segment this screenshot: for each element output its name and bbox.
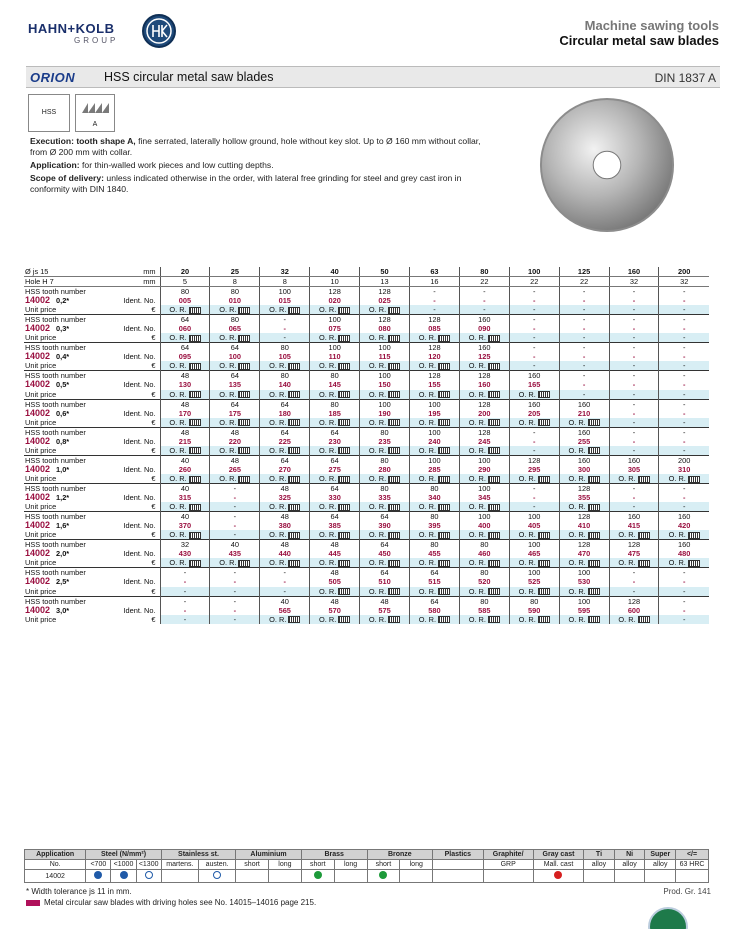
suitable-dot-icon — [379, 871, 387, 879]
footnote-driving-holes: Metal circular saw blades with driving holes see No. 14015–14016 page 215. — [26, 898, 316, 907]
unit-price: O. R. — [219, 473, 237, 483]
table-row: Unit price € O. R. O. R. O. R. O. R. O. R. O. R. O. R. O. R. O. R. O. R. O. R. — [24, 558, 709, 568]
unit-price: O. R. — [568, 502, 586, 512]
category-title: Machine sawing tools — [584, 18, 719, 33]
unit-price: O. R. — [169, 305, 187, 315]
price-code-icon — [388, 560, 400, 567]
table-row: Unit price € O. R. O. R. O. R. O. R. O. R. O. R. O. R. O. R. O. R. O. R. O. R. — [24, 474, 709, 484]
price-code-icon — [338, 335, 350, 342]
price-code-icon — [588, 532, 600, 539]
suitable-dot-icon — [120, 871, 128, 879]
price-code-icon — [338, 419, 350, 426]
price-code-icon — [488, 532, 500, 539]
unit-price: O. R. — [368, 586, 387, 596]
price-code-icon — [538, 532, 550, 539]
table-row: 14002 0,8* Ident. No. 215 220 225 230 235 240 245 - 255 - - — [24, 437, 709, 446]
price-code-icon — [688, 476, 700, 483]
price-code-icon — [238, 419, 250, 426]
price-code-icon — [288, 419, 300, 426]
unit-price: O. R. — [418, 417, 437, 427]
unit-price: O. R. — [568, 445, 586, 455]
price-code-icon — [388, 532, 400, 539]
unit-price: O. R. — [169, 445, 187, 455]
unit-price: O. R. — [269, 502, 287, 512]
unit-price: O. R. — [368, 305, 387, 315]
unit-price: O. R. — [219, 361, 237, 371]
price-code-icon — [588, 560, 600, 567]
table-row: 14002 0,6* Ident. No. 170 175 180 185 190 195 200 205 210 - - — [24, 409, 709, 418]
table-row: HSS tooth number 48 64 80 80 100 128 128 160 - - - — [24, 371, 709, 381]
table-row: HSS tooth number 40 - 48 64 64 80 100 100 128 160 160 — [24, 512, 709, 522]
unit-price: O. R. — [518, 558, 536, 568]
table-row: Unit price € O. R. O. R. O. R. O. R. O. R. O. R. O. R. - O. R. - - — [24, 446, 709, 456]
table-row: HSS tooth number 64 80 - 100 128 128 160 - - - - — [24, 315, 709, 325]
price-code-icon — [588, 476, 600, 483]
price-code-icon — [338, 588, 350, 595]
unit-price: O. R. — [368, 473, 387, 483]
unit-price: O. R. — [368, 389, 387, 399]
unit-price: O. R. — [468, 473, 486, 483]
unit-price: O. R. — [319, 586, 337, 596]
table-row: 14002 0,3* Ident. No. 060 065 - 075 080 085 090 - - - - — [24, 324, 709, 333]
price-code-icon — [388, 476, 400, 483]
price-code-icon — [438, 588, 450, 595]
unit-price: O. R. — [568, 558, 586, 568]
price-code-icon — [438, 447, 450, 454]
unit-price: O. R. — [169, 389, 187, 399]
price-code-icon — [588, 504, 600, 511]
price-code-icon — [488, 363, 500, 370]
unit-price: O. R. — [368, 558, 387, 568]
price-code-icon — [338, 391, 350, 398]
table-row: HSS tooth number 80 80 100 128 128 - - - - - - — [24, 287, 709, 297]
unit-price: O. R. — [368, 530, 387, 540]
price-code-icon — [388, 307, 400, 314]
suitable-dot-icon — [314, 871, 322, 879]
price-code-icon — [238, 476, 250, 483]
table-row: Unit price € - - - O. R. O. R. O. R. O. R. O. R. O. R. - - — [24, 587, 709, 597]
unit-price: O. R. — [568, 473, 586, 483]
unit-price: O. R. — [319, 614, 337, 624]
product-title-band — [26, 66, 720, 88]
unit-price: O. R. — [418, 473, 437, 483]
product-description: Execution: tooth shape A, fine serrated, laterally hollow ground, hole without key slot. Up to Ø 160 mm without collar, from Ø 200 mm with collar. Application: for thin-walled work pieces and low cutting depths. Scope of delivery: unless indicated otherwise in the order, with lateral free grinding for steel and grey cast iron in conformity with DIN 1840. — [30, 136, 481, 194]
table-row: HSS tooth number - - 40 48 48 64 80 80 100 128 - — [24, 596, 709, 606]
unit-price: O. R. — [418, 586, 437, 596]
unit-price: O. R. — [169, 558, 187, 568]
unit-price: O. R. — [418, 502, 437, 512]
price-code-icon — [338, 476, 350, 483]
table-row: 14002 0,5* Ident. No. 130 135 140 145 150 155 160 165 - - - — [24, 380, 709, 389]
unit-price: O. R. — [269, 445, 287, 455]
table-row: HSS tooth number 32 40 48 48 64 80 80 100 128 128 160 — [24, 540, 709, 550]
suitable-dot-icon — [554, 871, 562, 879]
price-code-icon — [338, 504, 350, 511]
price-code-icon — [288, 616, 300, 623]
unit-price: O. R. — [319, 473, 337, 483]
table-row: HSS tooth number 40 48 64 64 80 100 100 128 160 160 200 — [24, 455, 709, 465]
unit-price: O. R. — [319, 389, 337, 399]
unit-price: O. R. — [468, 417, 486, 427]
footnote-tolerance: * Width tolerance js 11 in mm. — [26, 887, 132, 896]
unit-price: O. R. — [618, 473, 636, 483]
unit-price: O. R. — [618, 558, 636, 568]
price-code-icon — [438, 476, 450, 483]
limited-dot-icon — [213, 871, 221, 879]
unit-price: O. R. — [468, 586, 486, 596]
table-row: Unit price € O. R. O. R. O. R. O. R. O. R. O. R. O. R. - - - - — [24, 361, 709, 371]
price-code-icon — [288, 560, 300, 567]
unit-price: O. R. — [518, 389, 536, 399]
price-code-icon — [238, 391, 250, 398]
price-code-icon — [438, 616, 450, 623]
unit-price: O. R. — [269, 614, 287, 624]
price-code-icon — [189, 532, 201, 539]
unit-price: O. R. — [518, 473, 536, 483]
unit-price: O. R. — [219, 417, 237, 427]
unit-price: O. R. — [668, 558, 686, 568]
unit-price: O. R. — [319, 361, 337, 371]
unit-price: O. R. — [368, 614, 387, 624]
limited-dot-icon — [145, 871, 153, 879]
unit-price: O. R. — [668, 473, 686, 483]
price-code-icon — [338, 560, 350, 567]
unit-price: O. R. — [518, 586, 536, 596]
table-row: Unit price € O. R. O. R. O. R. O. R. O. R. - - - - - - — [24, 305, 709, 315]
price-code-icon — [488, 391, 500, 398]
saw-blade-image — [538, 96, 676, 234]
unit-price: O. R. — [169, 361, 187, 371]
price-code-icon — [488, 476, 500, 483]
unit-price: O. R. — [169, 333, 187, 343]
table-row: HSS tooth number 48 48 64 64 80 100 128 - 160 - - — [24, 427, 709, 437]
table-row: Unit price € O. R. - O. R. O. R. O. R. O. R. O. R. - O. R. - - — [24, 502, 709, 512]
unit-price: O. R. — [568, 586, 586, 596]
price-code-icon — [438, 504, 450, 511]
price-code-icon — [588, 419, 600, 426]
price-code-icon — [388, 391, 400, 398]
table-row: HSS tooth number - - - 48 64 64 80 100 100 - - — [24, 568, 709, 578]
saw-teeth-icon — [82, 100, 110, 114]
price-code-icon — [189, 476, 201, 483]
table-row: 14002 0,4* Ident. No. 095 100 105 110 115 120 125 - - - - — [24, 352, 709, 361]
unit-price: O. R. — [219, 333, 237, 343]
page-tab-icon — [648, 907, 688, 929]
unit-price: O. R. — [418, 530, 437, 540]
unit-price: O. R. — [468, 389, 486, 399]
unit-price: O. R. — [319, 530, 337, 540]
unit-price: O. R. — [269, 530, 287, 540]
price-code-icon — [488, 560, 500, 567]
price-code-icon — [388, 504, 400, 511]
sizes-table — [24, 267, 709, 624]
price-code-icon — [488, 335, 500, 342]
price-code-icon — [538, 476, 550, 483]
price-code-icon — [438, 560, 450, 567]
price-code-icon — [388, 419, 400, 426]
unit-price: O. R. — [668, 530, 686, 540]
price-code-icon — [388, 335, 400, 342]
price-code-icon — [338, 616, 350, 623]
table-row: Unit price € O. R. O. R. O. R. O. R. O. R. O. R. O. R. O. R. - - - — [24, 390, 709, 400]
price-code-icon — [438, 363, 450, 370]
price-code-icon — [338, 363, 350, 370]
unit-price: O. R. — [269, 473, 287, 483]
price-code-icon — [488, 588, 500, 595]
price-code-icon — [388, 588, 400, 595]
unit-price: O. R. — [468, 361, 486, 371]
unit-price: O. R. — [319, 558, 337, 568]
price-code-icon — [388, 616, 400, 623]
price-code-icon — [189, 504, 201, 511]
price-code-icon — [288, 476, 300, 483]
suitable-dot-icon — [94, 871, 102, 879]
price-code-icon — [288, 532, 300, 539]
unit-price: O. R. — [518, 530, 536, 540]
product-group: Prod. Gr. 141 — [663, 887, 711, 896]
subcategory-title: Circular metal saw blades — [559, 33, 719, 48]
unit-price: O. R. — [418, 558, 437, 568]
price-code-icon — [438, 391, 450, 398]
unit-price: O. R. — [418, 361, 437, 371]
price-code-icon — [588, 616, 600, 623]
standard-label: DIN 1837 A — [654, 71, 716, 85]
unit-price: O. R. — [568, 530, 586, 540]
company-seal-icon — [142, 14, 176, 48]
price-code-icon — [538, 588, 550, 595]
table-row: Hole H 7 mm 5 8 8 10 13 16 22 22 22 32 32 — [24, 277, 709, 287]
unit-price: O. R. — [269, 305, 287, 315]
table-row: 14002 2,5* Ident. No. - - - 505 510 515 520 525 530 - - — [24, 577, 709, 586]
unit-price: O. R. — [169, 473, 187, 483]
product-title: HSS circular metal saw blades — [104, 70, 274, 84]
table-row: HSS tooth number 64 64 80 100 100 128 160 - - - - — [24, 343, 709, 353]
price-code-icon — [688, 532, 700, 539]
unit-price: O. R. — [169, 417, 187, 427]
unit-price: O. R. — [219, 445, 237, 455]
unit-price: O. R. — [319, 502, 337, 512]
unit-price: O. R. — [468, 333, 486, 343]
unit-price: O. R. — [468, 502, 486, 512]
price-code-icon — [189, 335, 201, 342]
unit-price: O. R. — [518, 614, 536, 624]
price-code-icon — [189, 391, 201, 398]
unit-price: O. R. — [468, 530, 486, 540]
unit-price: O. R. — [219, 558, 237, 568]
unit-price: O. R. — [418, 333, 437, 343]
price-code-icon — [388, 363, 400, 370]
application-legend: Application Steel (N/mm²) Stainless st. Aluminium Brass Bronze Plastics Graphite/ Gray cast Ti Ni Super </= No. <700 <1000 <1300 martens. austen. short long short long short long GRP Mall. cast alloy alloy alloy 63 HRC 14002 — [24, 849, 709, 883]
unit-price: O. R. — [568, 614, 586, 624]
price-code-icon — [288, 447, 300, 454]
unit-price: O. R. — [568, 417, 586, 427]
price-code-icon — [238, 363, 250, 370]
table-row: 14002 3,0* Ident. No. - - 565 570 575 580 585 590 595 600 - — [24, 606, 709, 615]
arrow-icon — [26, 900, 40, 906]
unit-price: O. R. — [418, 445, 437, 455]
price-code-icon — [388, 447, 400, 454]
price-code-icon — [538, 391, 550, 398]
table-row: HSS tooth number 48 64 64 80 100 100 128 160 160 - - — [24, 399, 709, 409]
price-code-icon — [189, 363, 201, 370]
price-code-icon — [288, 307, 300, 314]
price-code-icon — [638, 560, 650, 567]
unit-price: O. R. — [368, 417, 387, 427]
price-code-icon — [538, 419, 550, 426]
unit-price: O. R. — [368, 445, 387, 455]
brand-logo: ORION — [30, 70, 76, 85]
table-row: Unit price € - - O. R. O. R. O. R. O. R. O. R. O. R. O. R. O. R. - — [24, 615, 709, 624]
price-code-icon — [438, 419, 450, 426]
table-row: 14002 1,6* Ident. No. 370 - 380 385 390 395 400 405 410 415 420 — [24, 521, 709, 530]
unit-price: O. R. — [319, 333, 337, 343]
unit-price: O. R. — [319, 445, 337, 455]
unit-price: O. R. — [418, 614, 437, 624]
unit-price: O. R. — [368, 361, 387, 371]
price-code-icon — [189, 447, 201, 454]
price-code-icon — [288, 391, 300, 398]
price-code-icon — [438, 532, 450, 539]
price-code-icon — [189, 307, 201, 314]
company-name: HAHN+KOLB — [28, 21, 115, 36]
price-code-icon — [588, 447, 600, 454]
unit-price: O. R. — [219, 305, 237, 315]
unit-price: O. R. — [219, 389, 237, 399]
table-row: Ø js 15 mm 20 25 32 40 50 63 80 100 125 160 200 — [24, 267, 709, 277]
price-code-icon — [588, 588, 600, 595]
price-code-icon — [189, 419, 201, 426]
unit-price: O. R. — [269, 417, 287, 427]
unit-price: O. R. — [618, 530, 636, 540]
unit-price: O. R. — [319, 305, 337, 315]
unit-price: O. R. — [618, 614, 636, 624]
table-row: 14002 1,2* Ident. No. 315 - 325 330 335 340 345 - 355 - - — [24, 493, 709, 502]
price-code-icon — [288, 504, 300, 511]
unit-price: O. R. — [169, 530, 187, 540]
price-code-icon — [688, 560, 700, 567]
tooth-shape-badge: A — [75, 94, 115, 132]
price-code-icon — [638, 532, 650, 539]
unit-price: O. R. — [269, 558, 287, 568]
table-row: HSS tooth number 40 - 48 64 80 80 100 - 128 - - — [24, 483, 709, 493]
price-code-icon — [488, 616, 500, 623]
price-code-icon — [338, 307, 350, 314]
unit-price: O. R. — [468, 558, 486, 568]
table-row: Unit price € O. R. O. R. O. R. O. R. O. R. O. R. O. R. O. R. O. R. - - — [24, 418, 709, 428]
unit-price: O. R. — [368, 502, 387, 512]
unit-price: O. R. — [319, 417, 337, 427]
price-code-icon — [238, 307, 250, 314]
unit-price: O. R. — [468, 445, 486, 455]
price-code-icon — [638, 476, 650, 483]
unit-price: O. R. — [368, 333, 387, 343]
unit-price: O. R. — [269, 361, 287, 371]
price-code-icon — [538, 560, 550, 567]
unit-price: O. R. — [518, 417, 536, 427]
price-code-icon — [338, 532, 350, 539]
price-code-icon — [638, 616, 650, 623]
table-row: 14002 1,0* Ident. No. 260 265 270 275 280 285 290 295 300 305 310 — [24, 465, 709, 474]
price-code-icon — [488, 447, 500, 454]
price-code-icon — [488, 504, 500, 511]
material-badge: HSS — [28, 94, 70, 132]
table-row: 14002 2,0* Ident. No. 430 435 440 445 450 455 460 465 470 475 480 — [24, 549, 709, 558]
unit-price: O. R. — [468, 614, 486, 624]
company-logo — [28, 14, 178, 50]
unit-price: O. R. — [269, 389, 287, 399]
unit-price: O. R. — [169, 502, 187, 512]
price-code-icon — [438, 335, 450, 342]
price-code-icon — [538, 616, 550, 623]
price-code-icon — [288, 363, 300, 370]
table-row: 14002 0,2* Ident. No. 005 010 015 020 025 - - - - - - — [24, 296, 709, 305]
price-code-icon — [238, 560, 250, 567]
price-code-icon — [238, 335, 250, 342]
price-code-icon — [238, 447, 250, 454]
table-row: Unit price € O. R. O. R. - O. R. O. R. O. R. O. R. - - - - — [24, 333, 709, 343]
unit-price: O. R. — [418, 389, 437, 399]
price-code-icon — [338, 447, 350, 454]
price-code-icon — [189, 560, 201, 567]
company-group: GROUP — [74, 36, 119, 45]
price-code-icon — [488, 419, 500, 426]
table-row: Unit price € O. R. - O. R. O. R. O. R. O. R. O. R. O. R. O. R. O. R. O. R. — [24, 530, 709, 540]
